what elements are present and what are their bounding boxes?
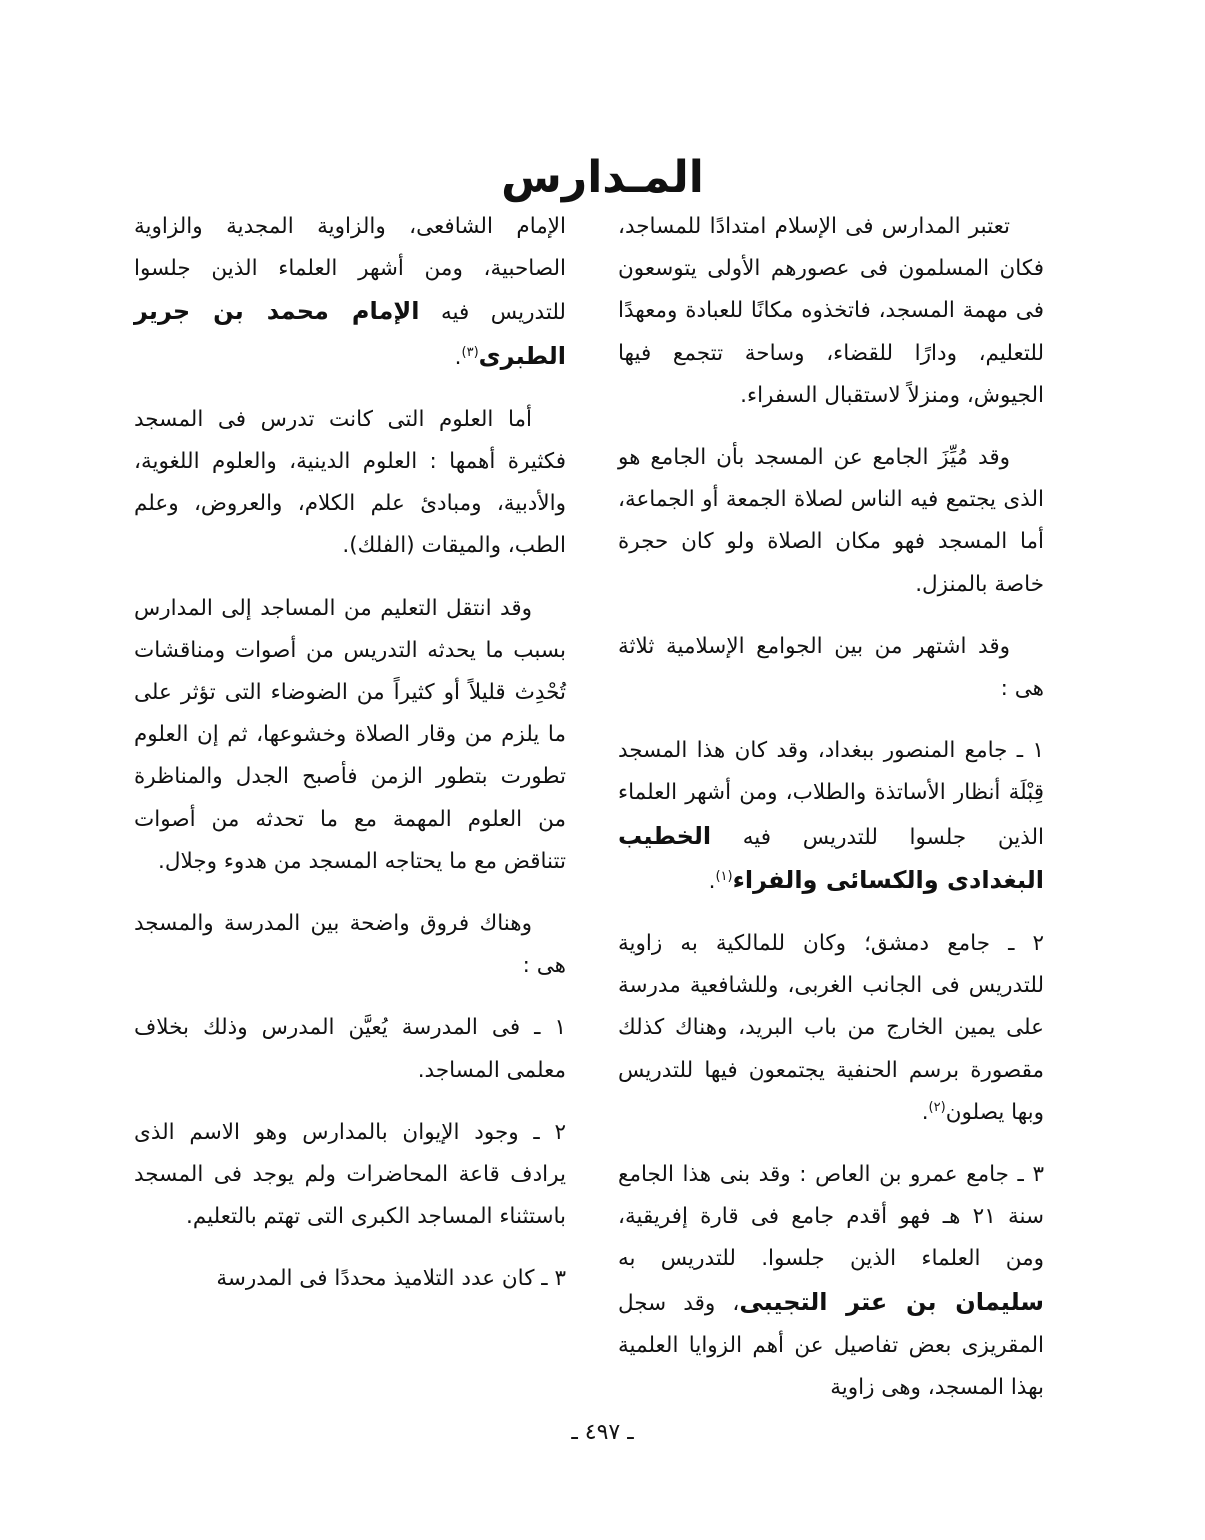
paragraph-jami-vs-masjid: وقد مُيِّزَ الجامع عن المسجد بأن الجامع هو الذى يجتمع فيه الناس لصلاة الجمعة أو الجماعة، أما المسجد فهو مكان الصلاة ولو كان حجرة خاصة بالمنزل. (618, 445, 1044, 597)
scholar-name: سليمان بن عتر التجيبى (739, 1287, 1044, 1316)
footnote-ref-1: (١) (715, 868, 733, 884)
paragraph-famous-mosques: وقد اشتهر من بين الجوامع الإسلامية ثلاثة هى : (618, 633, 1044, 702)
scholar-names: الخطيب البغدادى والكسائى والفراء (618, 821, 1044, 894)
list-item-damascus-mosque (618, 923, 1044, 1134)
paragraph-differences: وهناك فروق واضحة بين المدرسة والمسجد هى : (134, 911, 566, 979)
footnote-ref-2: (٢) (928, 1099, 946, 1115)
item-end: . (454, 344, 462, 370)
scholar-name: الإمام محمد بن جرير الطبرى (134, 297, 566, 370)
item-text: ٢ ـ جامع دمشق؛ وكان للمالكية به زاوية للتدريس فى الجانب الغربى، وللشافعية مدرسة على يمين الخارج من باب البريد، وهناك كذلك مقصورة برسم الحنفية يجتمعون فيها للتدريس وبها يصلون (618, 931, 1044, 1125)
item-end: . (921, 1099, 929, 1125)
item-text: ٣ ـ جامع عمرو بن العاص : وقد بنى هذا الجامع سنة ٢١ هـ فهو أقدم جامع فى قارة إفريقية، ومن العلماء الذين جلسوا. للتدريس به (618, 1162, 1044, 1272)
list-item-teacher-appointment: ١ ـ فى المدرسة يُعيَّن المدرس وذلك بخلاف معلمى المساجد. (134, 1015, 566, 1083)
page-number: ـ ٤٩٧ ـ (571, 1420, 634, 1445)
list-item-iwan: ٢ ـ وجود الإيوان بالمدارس وهو الاسم الذى يرادف قاعة المحاضرات ولم يوجد فى المسجد باستثناء المساجد الكبرى التى تهتم بالتعليم. (134, 1119, 566, 1230)
paragraph-sciences: أما العلوم التى كانت تدرس فى المسجد فكثيرة أهمها : العلوم الدينية، والعلوم اللغوية، والأدبية، ومبادئ علم الكلام، والعروض، وعلم الطب، والميقات (الفلك). (134, 406, 566, 559)
left-column (134, 206, 566, 1321)
list-item-amr-mosque (618, 1154, 1044, 1409)
paragraph-transition: وقد انتقل التعليم من المساجد إلى المدارس بسبب ما يحدثه التدريس من أصوات ومناقشات تُحْدِث قليلاً أو كثيراً من الضوضاء التى تؤثر على ما يلزم من وقار الصلاة وخشوعها، ثم إن العلوم تطورت بتطور الزمن فأصبح الجدل والمناظرة من العلوم المهمة مع ما تحدثه من أصوات تتناقض مع ما يحتاجه المسجد من هدوء وجلال. (134, 595, 566, 874)
paragraph-intro: تعتبر المدارس فى الإسلام امتدادًا للمساجد، فكان المسلمون فى عصورهم الأولى يتوسعون فى مهمة المسجد، فاتخذوه مكانًا للعبادة ومعهدًا للتعليم، ودارًا للقضاء، وساحة تتجمع فيها الجيوش، ومنزلاً لاستقبال السفراء. (618, 214, 1044, 408)
footnote-ref-3: (٣) (461, 344, 479, 360)
right-column (618, 206, 1044, 1429)
paragraph-continuation (134, 206, 566, 379)
item-rest: ، وقد سجل المقريزى بعض تفاصيل عن أهم الزوايا العلمية بهذا المسجد، وهى زاوية (618, 1290, 1044, 1401)
continuation-text: الإمام الشافعى، والزاوية المجدية والزاوية الصاحبية، ومن أشهر العلماء الذين جلسوا للتدريس فيه (134, 214, 566, 326)
page-title: المـدارس (501, 152, 704, 203)
item-end: . (708, 868, 716, 894)
list-item-student-count: ٣ ـ كان عدد التلاميذ محددًا فى المدرسة (216, 1266, 566, 1292)
list-item-mansur-mosque (618, 730, 1044, 903)
item-text: ١ ـ جامع المنصور ببغداد، وقد كان هذا المسجد قِبْلَة أنظار الأساتذة والطلاب، ومن أشهر العلماء الذين جلسوا للتدريس فيه (618, 738, 1044, 850)
